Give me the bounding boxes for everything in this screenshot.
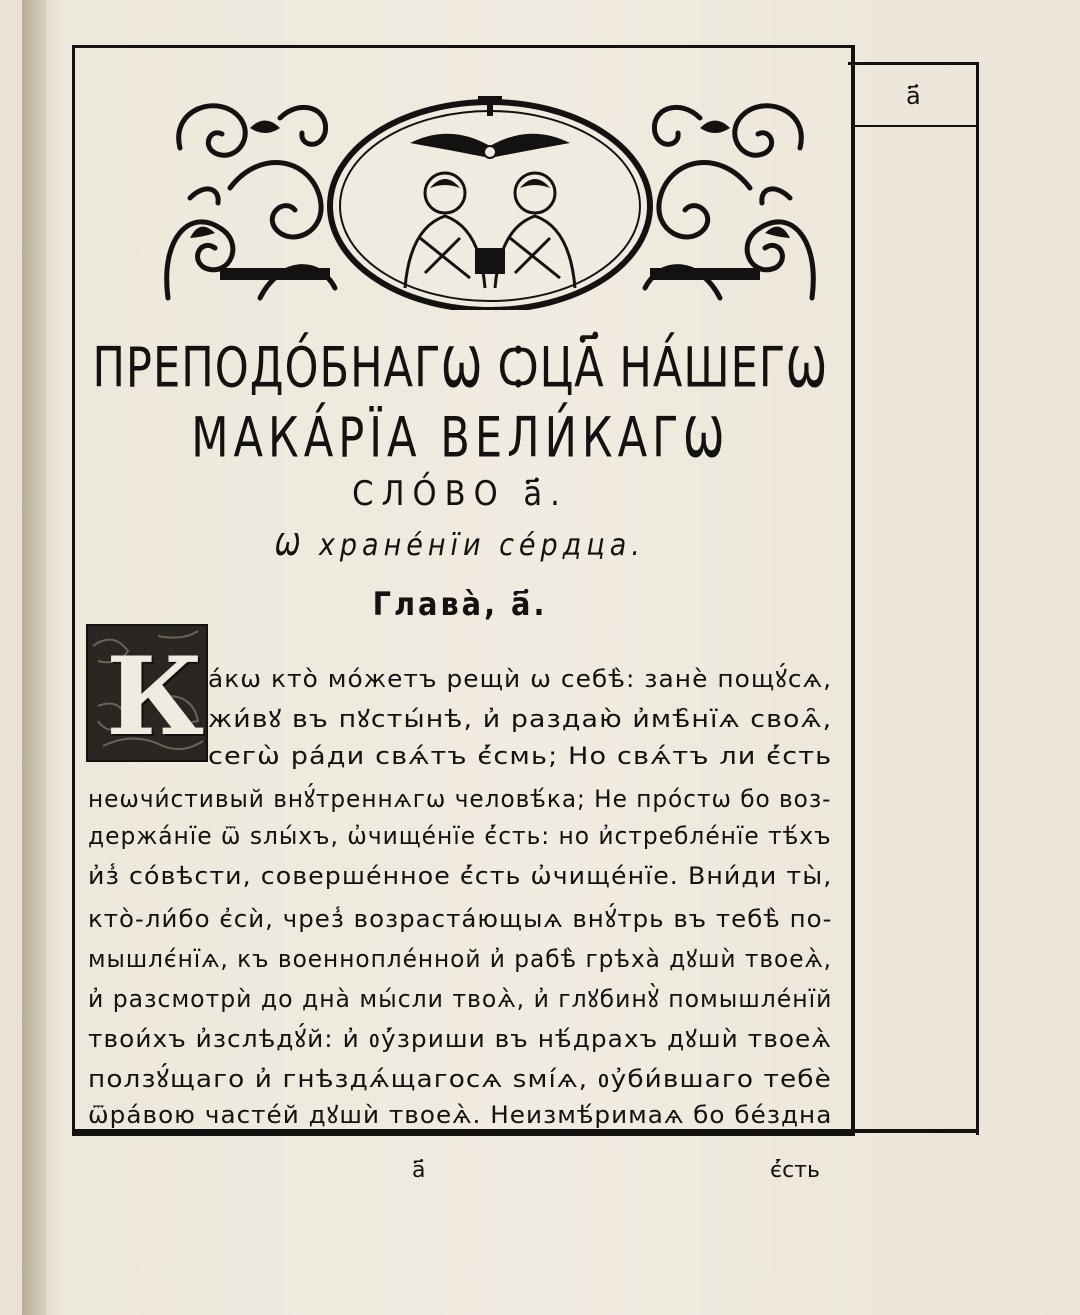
chapter-heading: Глава̀, а҃. <box>372 585 548 623</box>
bottom-signature: а҃ <box>412 1158 426 1183</box>
body-line: жи́вꙋ въ пꙋсты́нѣ, и҆ раздаю̀ и҆мѣ̑нїѧ своѧ̑, <box>208 705 833 733</box>
binding-gutter <box>22 0 46 1315</box>
body-line: сегѡ̀ ра́ди свѧ́тъ є҆́смь; Но свѧ́тъ ли є҆́сть <box>208 742 833 770</box>
drop-cap-initial <box>86 624 208 762</box>
body-line: твои́хъ и҆зслѣдꙋ́й: и҆ ᲂу҆́зриши въ нѣ́драхъ дꙋшѝ твоеѧ̀ <box>88 1025 832 1053</box>
body-line: ползꙋ́щаго и҆ гнѣздѧ́щагосѧ ѕмі́ѧ, ᲂу҆би́вшаго тебѐ <box>88 1065 832 1093</box>
title-line-3: СЛО́ВО а҃. <box>352 474 568 514</box>
body-line: неѡчи́стивый внꙋ́треннѧгѡ человѣ́ка; Не про́стѡ бо воз- <box>88 785 832 813</box>
body-line: ѿра́вою часте́й дꙋшѝ твоеѧ̀. Неизмѣ́римаѧ бо бе́здна <box>88 1101 833 1129</box>
catchword: є҆́сть <box>770 1158 820 1183</box>
title-line-1: ПРЕПОДО́БНАГѠ ѺЦА҃ НА́ШЕГѠ <box>92 335 828 401</box>
subtitle-line: Ѡ хране́нїи се́рдца. <box>275 528 645 563</box>
body-line: и҆ разсмотрѝ до дна̀ мы́сли твоѧ̀, и҆ глꙋбинꙋ̀ помышле́нїй <box>88 985 833 1013</box>
folio-number: а҃ <box>906 82 921 110</box>
body-line: держа́нїе ѿ ѕлы́хъ, ѡ҆чище́нїе є҆́сть: но и҆стребле́нїе тѣ́хъ <box>88 822 832 850</box>
body-line: а́кѡ кто̀ мо́жетъ рещѝ ѡ себѣ̀: занѐ пощꙋ́сѧ, <box>208 665 833 693</box>
drop-cap-letter: К <box>106 634 205 760</box>
body-line: кто̀-ли́бо є҆сѝ, чрез̾ возраста́ющыѧ внꙋ́трь въ тебѣ̀ по- <box>88 905 833 933</box>
title-line-2: МАКА́РЇА ВЕЛИ́КАГѠ <box>191 405 729 471</box>
body-line: мышлє́нїѧ, къ военнопле́нной и҆ рабѣ̀ грѣха̀ дꙋшѝ твоеѧ̀, <box>88 945 833 973</box>
body-line: и҆з̾ со́вѣсти, соверше́нное є҆́сть ѡ҆чище́нїе. Вни́ди ты̀, <box>88 862 833 890</box>
woodcut-headpiece <box>160 88 820 310</box>
margin-rule <box>852 125 976 127</box>
margin-column <box>848 62 979 1135</box>
